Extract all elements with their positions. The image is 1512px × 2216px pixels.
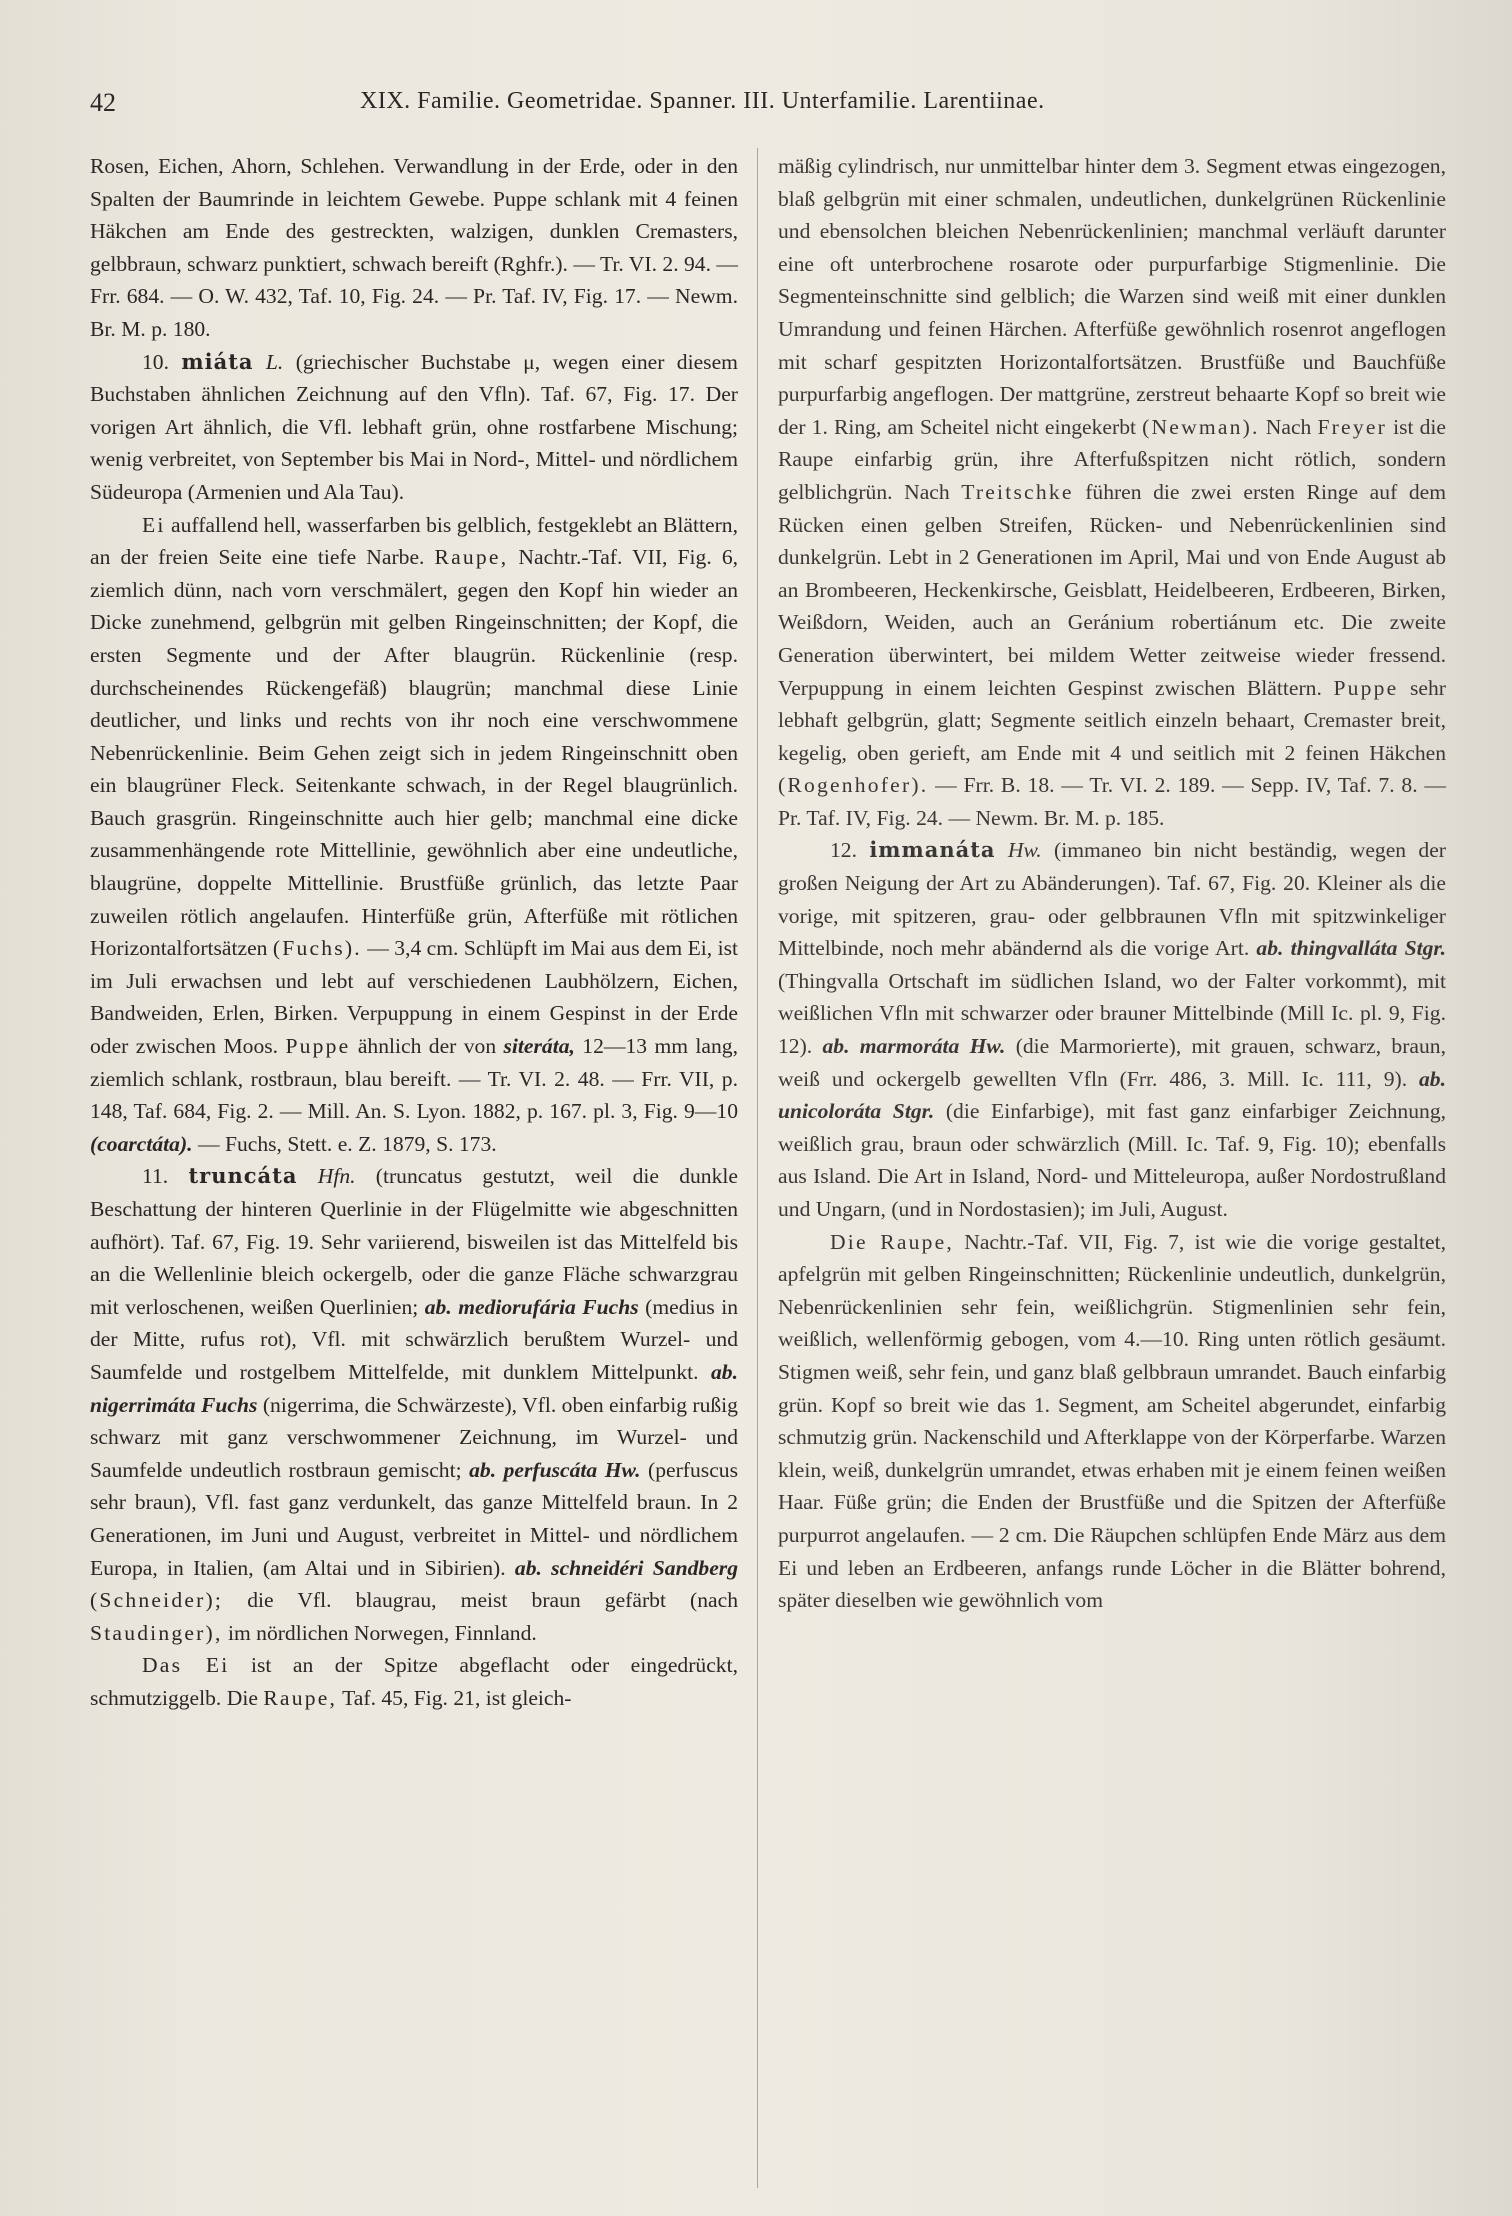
term-raupe: Die Raupe, [830,1229,954,1254]
entry-text: (immaneo bin nicht beständig, wegen der großen Neigung der Art zu Abänderungen). Taf. 67, Fig. 20. Kleiner als die vorige, mit spitzeren, grau- oder gelbbraunen Vfln mit spitzwinkeliger Mittelbinde, noch mehr abändernd als die vorige Art. [778,838,1446,961]
species-name: immanáta [869,837,996,863]
paragraph-text: mäßig cylindrisch, nur unmittelbar hinter dem 3. Segment etwas eingezogen, blaß gelbgrün mit einer schmalen, undeutlichen, dunkelgrünen Rückenlinie und ebensolchen bleichen Nebenrückenlinien; manchmal verläuft darunter eine oft unterbrochene rosarote oder purpurfarbige Stigmenlinie. Die Segmenteinschnitte sind gelblich; die Warzen sind weiß mit einer dunklen Umrandung und feinen Härchen. Afterfüße gewöhnlich rosenrot angeflogen mit scharf gespitzten Horizontalfortsätzen. Brustfüße und Bauchfüße purpurfarbig angeflogen. Der mattgrüne, zerstreut behaarte Kopf so breit wie der 1. Ring, am Scheitel nicht eingekerbt [778,154,1446,439]
entry-immanata [778,834,1446,1225]
species-ref: siteráta, [503,1034,575,1059]
paragraph-continuation [778,150,1446,834]
paragraph-text: — Fuchs, Stett. e. Z. 1879, S. 173. [197,1131,497,1156]
paragraph-continuation: Rosen, Eichen, Ahorn, Schlehen. Verwandlung in der Erde, oder in den Spalten der Baumrinde in leichtem Gewebe. Puppe schlank mit 4 feinen Häkchen am Ende des gestreckten, walzigen, dunklen Cremasters, gelbbraun, schwarz punktiert, schwach bereift (Rghfr.). — Tr. VI. 2. 94. — Frr. 684. — O. W. 432, Taf. 10, Fig. 24. — Pr. Taf. IV, Fig. 17. — Newm. Br. M. p. 180. [90,154,738,341]
species-author: Hfn. [317,1164,356,1189]
paragraph-text: Nachtr.-Taf. VII, Fig. 6, ziemlich dünn, nach vorn verschmälert, gegen den Kopf hin wieder an Dicke zunehmend, gelbgrün mit gelben Ringeinschnitten; der Kopf, die ersten Segmente und der After blaugrün. Rückenlinie (resp. durchscheinendes Rückengefäß) blaugrün; manchmal diese Linie deutlicher, und links und rechts von ihr noch eine verschwommene Nebenrückenlinie. Beim Gehen zeigt sich in jedem Ringeinschnitt oben ein blaugrüner Fleck. Seitenkante schwach, in der Regel blaugrünlich. Bauch grasgrün. Ringeinschnitte auch hier gelb; manchmal eine dicke zusammenhängende rote Mittellinie, gewöhnlich aber eine undeutliche, blaugrüne, doppelte Mittellinie. Brustfüße grünlich, das letzte Paar zuweilen rötlich angelaufen. Hinterfüße grün, Afterfüße mit rötlichen Horizontalfortsätzen [90,545,739,961]
paragraph-text: — 3,4 cm. Schlüpft im Mai aus dem Ei, ist im Juli erwachsen und lebt auf verschiedenen Laubhölzern, Eichen, Bandweiden, Erlen, Birken. Verpuppung in einem Gespinst in der Erde oder zwischen Moos. [90,936,738,1059]
author-freyer: Freyer [1317,414,1387,439]
page-number: 42 [90,88,116,117]
paragraph-das-ei [90,1649,738,1714]
author-schneider: (Schneider); [90,1588,224,1613]
column-divider [757,148,758,2188]
left-column [90,150,738,1715]
aberration-name: ab. schneidéri Sandberg [514,1555,738,1580]
paragraph-text: Nachtr.-Taf. VII, Fig. 7, ist wie die vorige gestaltet, apfelgrün mit gelben Ringeinschnitten; Rückenlinie undeutlich, dunkelgrün, Nebenrückenlinien sehr fein, weißlichgrün. Stigmenlinien sehr fein, weißlich, wellenförmig gebogen, vom 4.—10. Ring unten rötlich gesäumt. Stigmen weiß, sehr fein, und ganz blaß gelbbraun umrandet. Bauch einfarbig grün. Kopf so breit wie das 1. Segment, am Scheitel abgerundet, einfarbig schmutzig grün. Nackenschild und Afterklappe von der Körperfarbe. Warzen klein, weiß, dunkelgrün umrandet, etwas erhaben mit je einem feinen weißen Haar. Füße grün; die Enden der Brustfüße und die Spitzen der Afterfüße purpurrot angelaufen. — 2 cm. Die Räupchen schlüpfen Ende März aus dem Ei und leben an Erdbeeren, anfangs runde Löcher in die Blätter bohrend, später dieselben wie gewöhnlich vom [778,1229,1446,1613]
paragraph-text: — Frr. B. 18. — Tr. VI. 2. 189. — Sepp. IV, Taf. 7. 8. — Pr. Taf. IV, Fig. 24. — Newm. Br. M. p. 185. [778,773,1446,830]
entry-text: (perfuscus sehr braun), Vfl. fast ganz verdunkelt, das ganze Mittelfeld braun. In 2 Generationen, im Juni und August, verbreitet in Mittel- und nördlichem Europa, in Italien, (am Altai und in Sibirien). [90,1457,738,1580]
entry-text: (medius in der Mitte, rufus rot), Vfl. mit schwärzlich berußtem Wurzel- und Saumfelde und rostgelbem Mittelfelde, mit dunklem Mittelpunkt. [90,1294,738,1384]
entry-text: (die Marmorierte), mit grauen, schwarz, braun, weiß und ockergelb gewellten Vfln (Frr. 486, 3. Mill. Ic. 111, 9). [778,1034,1446,1091]
paragraph-text: auffallend hell, wasserfarben bis gelblich, festgeklebt an Blättern, an der freien Seite eine tiefe Narbe. [90,512,738,570]
paragraph-text: führen die zwei ersten Ringe auf dem Rücken einen gelben Streifen, Rücken- und Nebenrückenlinien sind dunkelgrün. Lebt in 2 Generationen im April, Mai und von Ende August ab an Brombeeren, Heckenkirsche, Geisblatt, Heidelbeeren, Erdbeeren, Birken, Weißdorn, Weiden, auch an Geránium robertiánum etc. Die zweite Generation überwintert, bei mildem Wetter zeitweise wieder fressend. Verpuppung in einem leichten Gespinst zwischen Blättern. [778,479,1447,700]
paragraph-text: Nach [1265,414,1312,439]
entry-text: (nigerrima, die Schwärzeste), Vfl. oben einfarbig rußig schwarz mit ganz verschwommener Zeichnung, im Wurzel- und Saumfelde undeutlich rostbraun gemischt; [90,1392,738,1482]
aberration-name: ab. perfuscáta Hw. [469,1457,641,1482]
right-column [778,150,1446,1617]
species-name: miáta [181,348,254,374]
aberration-name: ab. unicoloráta Stgr. [778,1066,1446,1124]
paragraph-text: Taf. 45, Fig. 21, ist gleich- [342,1685,572,1710]
entry-truncata [90,1160,738,1649]
paragraph-ei [90,509,738,1161]
species-author: Hw. [1007,838,1042,863]
author-treitschke: Treitschke [961,479,1074,504]
author-rogenhofer: (Rogenhofer). [778,773,929,798]
paragraph-text: sehr lebhaft gelbgrün, glatt; Segmente seitlich einzeln behaart, Cremaster breit, kegelig, oben gerieft, am Ende mit 4 und seitlich mit 2 feinen Häkchen [778,675,1446,765]
entry-miata [90,346,738,509]
species-author: L. [265,349,284,374]
aberration-name: ab. marmoráta Hw. [822,1034,1006,1059]
aberration-name: ab. thingvalláta Stgr. [1256,936,1446,961]
entry-number: 11. [142,1164,169,1189]
entry-number: 10. [142,349,169,374]
term-raupe: Raupe, [263,1685,338,1710]
paragraph-die-raupe [778,1226,1446,1617]
author-newman: (Newman). [1142,414,1260,439]
page-header [90,88,1460,128]
entry-text: (Thingvalla Ortschaft im südlichen Island, wo der Falter vorkommt), mit weißlichen Vfln mit schwarzer oder brauner Mittelbinde (Mill Ic. pl. 9, Fig. 12). [778,968,1446,1059]
paragraph-text: 12—13 mm lang, ziemlich schlank, rostbraun, blau bereift. — Tr. VI. 2. 48. — Frr. VII, p. 148, Taf. 684, Fig. 2. — Mill. An. S. Lyon. 1882, p. 167. pl. 3, Fig. 9—10 [90,1034,739,1124]
term-ei: Ei [142,512,166,537]
term-raupe: Raupe, [434,545,509,570]
paragraph-text: ist an der Spitze abgeflacht oder eingedrückt, schmutziggelb. Die [90,1653,738,1710]
species-ref: (coarctáta). [90,1131,193,1156]
entry-text: im nördlichen Norwegen, Finnland. [227,1620,537,1645]
paragraph-text: ähnlich der von [357,1034,497,1059]
entry-text: (truncatus gestutzt, weil die dunkle Beschattung der hinteren Querlinie in der Flügelmitte wie abgeschnitten aufhört). Taf. 67, Fig. 19. Sehr variierend, bisweilen ist das Mittelfeld bis an die Wellenlinie bleich ockergelb, oder die ganze Fläche schwarzgrau mit verloschenen, weißen Querlinien; [90,1164,738,1319]
term-ei: Das Ei [142,1653,230,1678]
term-puppe: Puppe [1333,675,1399,700]
author-staudinger: Staudinger), [90,1620,223,1645]
paragraph-text: ist die Raupe einfarbig grün, ihre Afterfußspitzen nicht rötlich, sondern gelblichgrün. Nach [778,414,1446,504]
author-fuchs: (Fuchs). [272,936,362,961]
running-head: XIX. Familie. Geometridae. Spanner. III. Unterfamilie. Larentiinae. [360,88,1045,114]
species-name: truncáta [188,1163,298,1189]
entry-text: (die Einfarbige), mit fast ganz einfarbiger Zeichnung, weißlich grau, braun oder schwärzlich (Mill. Ic. Taf. 9, Fig. 10); ebenfalls aus Island. Die Art in Island, Nord- und Mitteleuropa, außer Nordostrußland und Ungarn, (und in Nordostasien); im Juli, August. [778,1099,1447,1221]
aberration-name: ab. mediorufária Fuchs [424,1294,639,1319]
entry-text: die Vfl. blaugrau, meist braun gefärbt (nach [247,1588,738,1613]
aberration-name: ab. nigerrimáta Fuchs [90,1359,738,1417]
term-puppe: Puppe [285,1034,351,1059]
entry-text: (griechischer Buchstabe μ, wegen einer diesem Buchstaben ähnlichen Zeichnung auf den Vfln). Taf. 67, Fig. 17. Der vorigen Art ähnlich, die Vfl. lebhaft grün, ohne rostfarbene Mischung; wenig verbreitet, von September bis Mai in Nord-, Mittel- und nördlichem Südeuropa (Armenien und Ala Tau). [90,349,738,504]
entry-number: 12. [830,838,857,863]
